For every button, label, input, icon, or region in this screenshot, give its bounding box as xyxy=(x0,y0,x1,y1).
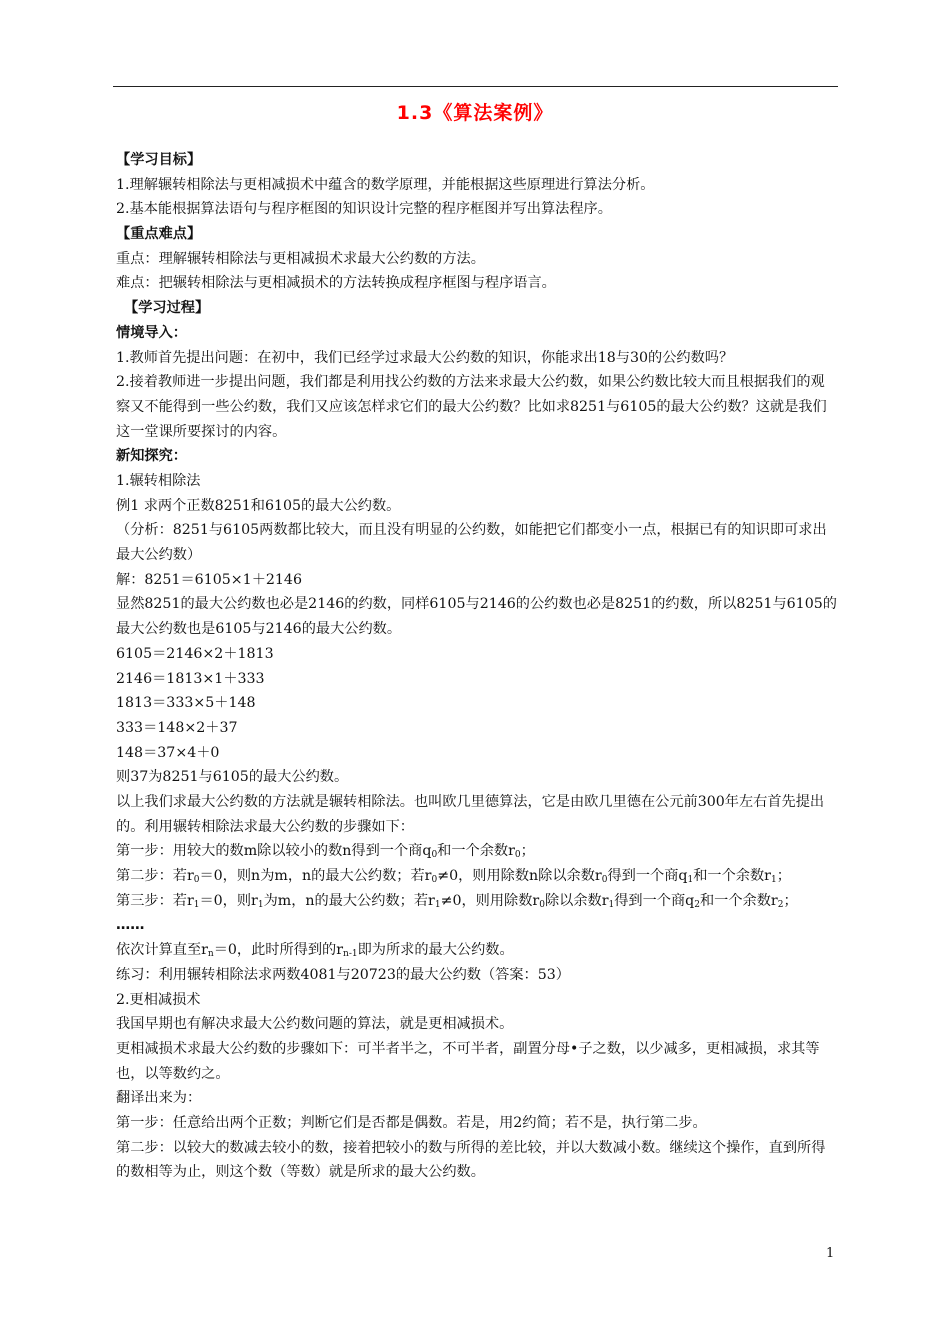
step-2: 第二步：若$r_0=0$，则n为m，n的最大公约数；若$r_0\ne 0$，则用除数n除以余数$r_0$得到一个商$q_1$和一个余数$r_1$； xyxy=(116,868,791,886)
equation-1: 6105＝2146×2＋1813 xyxy=(116,645,274,662)
method-description: 以上我们求最大公约数的方法就是辗转相除法。也叫欧几里德算法，它是由欧几里德在公元前300年左右首先提出的。利用辗转相除法求最大公约数的步骤如下： xyxy=(116,793,825,835)
page-title: 1.3《算法案例》 xyxy=(396,102,554,124)
document-body xyxy=(116,148,838,1185)
goal-2: 2.基本能根据算法语句与程序框图的知识设计完整的程序框图并写出算法程序。 xyxy=(116,201,612,218)
analysis: （分析：8251与6105两数都比较大，而且没有明显的公约数，如能把它们都变小一点，根据已有的知识即可求出最大公约数） xyxy=(116,522,827,564)
equation-5: 148＝37×4＋0 xyxy=(116,744,220,761)
reasoning: 显然8251的最大公约数也必是2146的约数，同样6105与2146的公约数也必是8251的约数，所以8251与6105的最大公约数也是6105与2146的最大公约数。 xyxy=(116,596,837,638)
method-1-title: 1.辗转相除法 xyxy=(116,472,201,489)
method-2-steps: 更相减损术求最大公约数的步骤如下：可半者半之，不可半者，副置分母•子之数，以少减多，更相减损，求其等也，以等数约之。 xyxy=(116,1040,820,1082)
difficulty-point: 难点：把辗转相除法与更相减损术的方法转换成程序框图与程序语言。 xyxy=(116,275,556,292)
step-1: 第一步：用较大的数m除以较小的数n得到一个商$q_0$和一个余数$r_0$； xyxy=(116,843,535,861)
step-3: 第三步：若$r_1=0$，则$r_1$为m，n的最大公约数；若$r_1\ne 0$，则用除数$r_0$除以余数$r_1$得到一个商$q_2$和一个余数$r_2$； xyxy=(116,892,798,910)
solution: 解：8251＝6105×1＋2146 xyxy=(116,571,302,588)
page-number: 1 xyxy=(826,1246,835,1261)
translated-step-2: 第二步：以较大的数减去较小的数，接着把较小的数与所得的差比较，并以大数减小数。继续这个操作，直到所得的数相等为止，则这个数（等数）就是所求的最大公约数。 xyxy=(116,1139,826,1181)
ellipsis: …… xyxy=(116,917,145,934)
method-2-title: 2.更相减损术 xyxy=(116,991,201,1008)
final-step: 依次计算直至$r_n=0$，此时所得到的$r_{n-1}$即为所求的最大公约数。 xyxy=(116,942,514,960)
intro-1: 1.教师首先提出问题：在初中，我们已经学过求最大公约数的知识，你能求出18与30的公约数吗？ xyxy=(116,349,734,366)
translation-label: 翻译出来为： xyxy=(116,1090,202,1107)
method-2-intro: 我国早期也有解决求最大公约数问题的算法，就是更相减损术。 xyxy=(116,1016,514,1033)
conclusion: 则37为8251与6105的最大公约数。 xyxy=(116,769,349,786)
goal-1: 1.理解辗转相除法与更相减损术中蕴含的数学原理，并能根据这些原理进行算法分析。 xyxy=(116,176,655,193)
equation-3: 1813＝333×5＋148 xyxy=(116,695,256,712)
key-heading: 【重点难点】 xyxy=(116,226,202,243)
example-1: 例1 求两个正数8251和6105的最大公约数。 xyxy=(116,497,401,514)
key-point: 重点：理解辗转相除法与更相减损术求最大公约数的方法。 xyxy=(116,250,485,267)
intro-heading: 情境导入： xyxy=(116,324,187,341)
process-heading: 【学习过程】 xyxy=(124,300,210,317)
intro-2: 2.接着教师进一步提出问题，我们都是利用找公约数的方法来求最大公约数，如果公约数比较大而且根据我们的观察又不能得到一些公约数，我们又应该怎样求它们的最大公约数？比如求8251与6105的最大公约数？这就是我们这一堂课所要探讨的内容。 xyxy=(116,374,827,440)
goals-heading: 【学习目标】 xyxy=(116,152,202,168)
translated-step-1: 第一步：任意给出两个正数；判断它们是否都是偶数。若是，用2约简；若不是，执行第二步。 xyxy=(116,1115,707,1132)
header-rule xyxy=(113,86,838,87)
equation-2: 2146＝1813×1＋333 xyxy=(116,670,265,687)
explore-heading: 新知探究： xyxy=(116,448,187,465)
exercise: 练习：利用辗转相除法求两数4081与20723的最大公约数（答案：53） xyxy=(116,966,570,983)
equation-4: 333＝148×2＋37 xyxy=(116,719,238,736)
